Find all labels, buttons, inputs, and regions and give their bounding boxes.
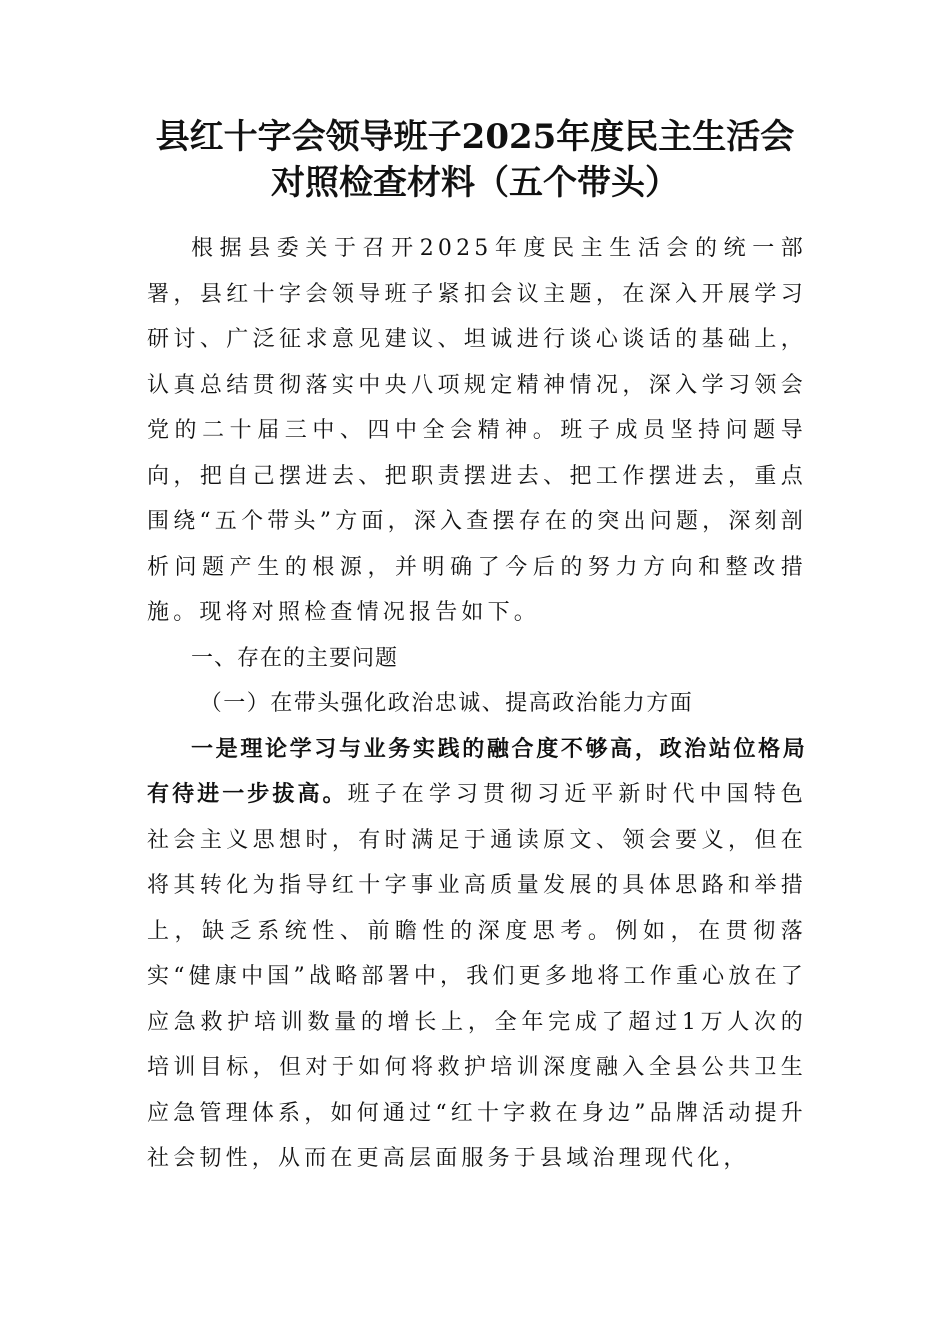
subsection-heading: （一）在带头强化政治忠诚、提高政治能力方面 — [199, 691, 694, 716]
intro-paragraph: 根据县委关于召开2025年度民主生活会的统一部署，县红十字会领导班子紧扣会议主题，在深入开展学习研讨、广泛征求意见建议、坦诚进行谈心谈话的基础上，认真总结贯彻落实中央八项规定精神情况，深入学习领会党的二十届三中、四中全会精神。班子成员坚持问题导向，把自己摆进去、把职责摆进去、把工作摆进去，重点围绕“五个带头”方面，深入查摆存在的突出问题，深刻剖析问题产生的根源，并明确了今后的努力方向和整改措施。现将对照检查情况报告如下。 — [147, 236, 807, 625]
point-body-text: 班子在学习贯彻习近平新时代中国特色社会主义思想时，有时满足于通读原文、领会要义，但在将其转化为指导红十字事业高质量发展的具体思路和举措上，缺乏系统性、前瞻性的深度思考。例如，在贯彻落实“健康中国”战略部署中，我们更多地将工作重心放在了应急救护培训数量的增长上，全年完成了超过1万人次的培训目标，但对于如何将救护培训深度融入全县公共卫生应急管理体系，如何通过“红十字救在身边”品牌活动提升社会韧性，从而在更高层面服务于县域治理现代化， — [147, 782, 808, 1171]
document-title-line-2: 对照检查材料（五个带头） — [271, 163, 679, 203]
point-lead-text: 一是理论学习与业务实践的融合度不够高，政治站位格局有待进一步拔高。 — [147, 736, 807, 807]
document-body — [147, 226, 807, 1182]
section-heading: 一、存在的主要问题 — [191, 645, 399, 671]
point-paragraph — [147, 727, 807, 1182]
document-title-line-1: 县红十字会领导班子2025年度民主生活会 — [155, 117, 795, 157]
